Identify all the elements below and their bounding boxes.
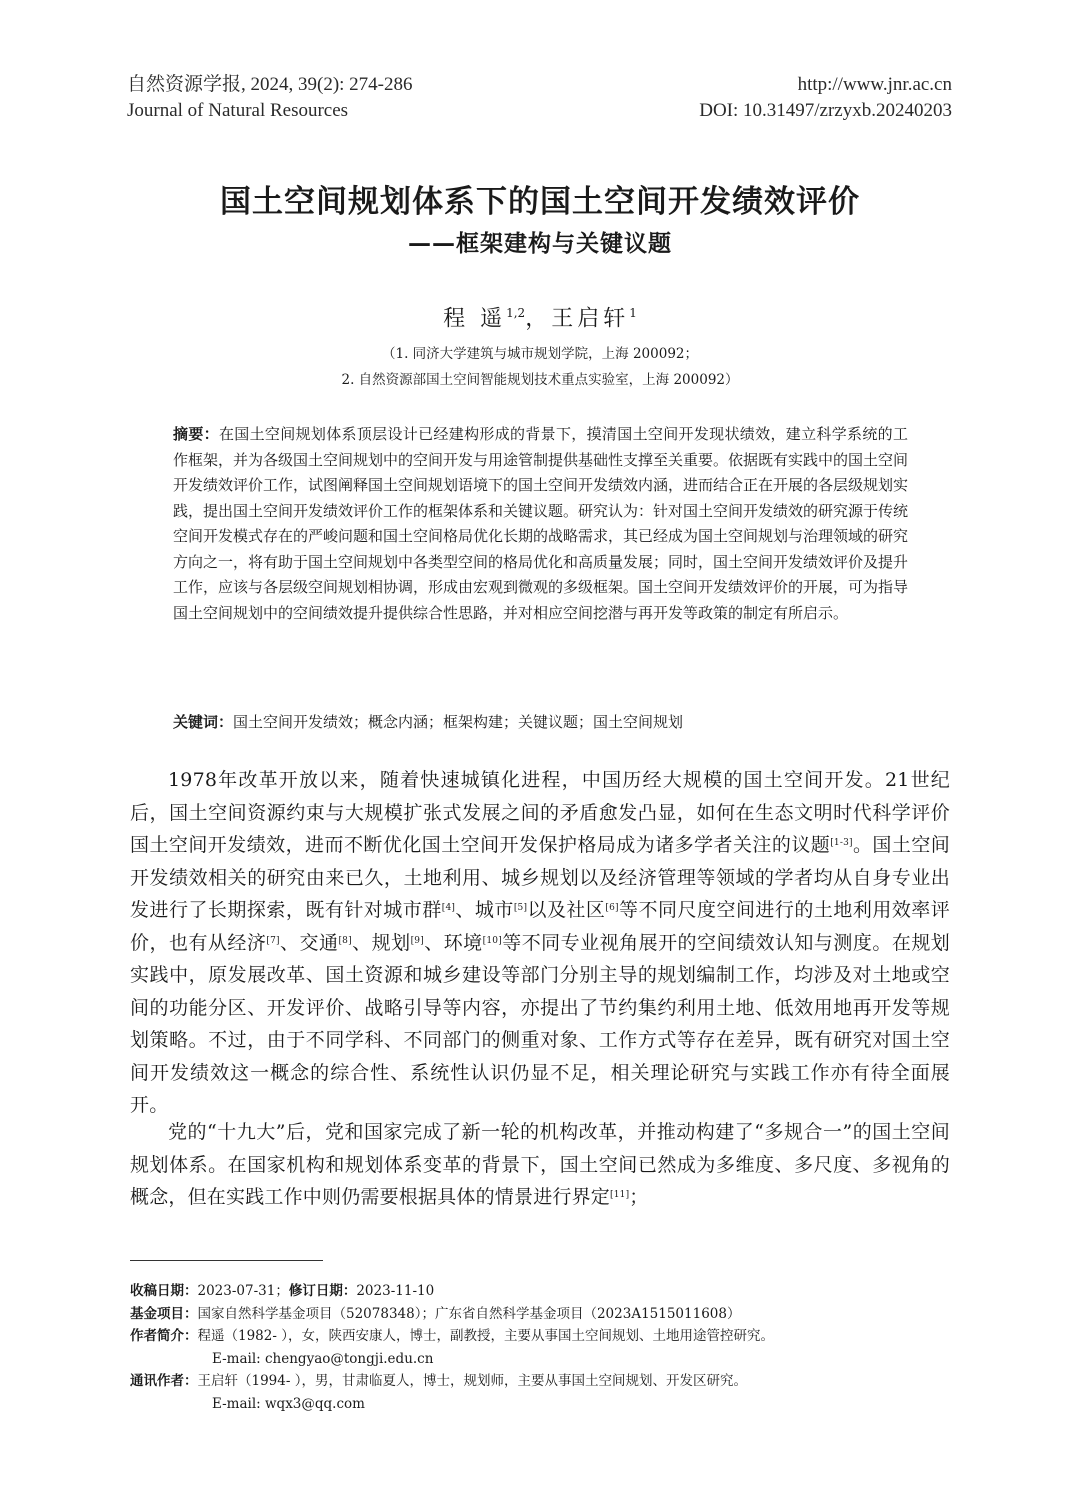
citation-ref[interactable]: [5] (513, 903, 528, 913)
citation-ref[interactable]: [10] (482, 935, 502, 946)
affiliation-1: （1. 同济大学建筑与城市规划学院，上海 200092； (382, 346, 698, 362)
text-run: 、环境 (423, 931, 483, 954)
fund-label: 基金项目： (130, 1305, 198, 1322)
citation-ref[interactable]: [11] (610, 1190, 630, 1200)
text-run: 等不同专业视角展开的空间绩效认知与测度。在规划实践中，原发展改革、国土资源和城乡建设等部门分别主导的规划编制工作，均涉及对土地或空间的功能分区、开发评价、战略引导等内容，亦提出了节约集约利用土地、低效用地再开发等规划策略。不过，由于不同学科、不同部门的侧重对象、工作方式等存在差异，既有研究对国土空间开发绩效这一概念的综合性、系统性认识仍显不足，相关理论研究与实践工作亦有待全面展开。 (130, 931, 950, 1116)
received-label: 收稿日期： (130, 1283, 198, 1299)
citation-ref[interactable]: [4] (441, 903, 456, 913)
revised-date: 2023-11-10 (356, 1283, 435, 1299)
text-run: 、规划 (351, 931, 411, 954)
author-separator: ， (525, 306, 552, 332)
citation-ref[interactable]: [8] (338, 935, 352, 946)
author-1: 程 遥 (443, 306, 507, 332)
abstract-label: 摘要： (173, 425, 219, 443)
footnote-fund (130, 1303, 960, 1326)
body-paragraph-2 (130, 1116, 950, 1214)
text-run: 、城市 (455, 899, 514, 921)
journal-citation: 自然资源学报, 2024, 39(2): 274-286 (127, 74, 413, 95)
footnote-divider (130, 1260, 323, 1261)
journal-url[interactable]: http://www.jnr.ac.cn (797, 74, 952, 95)
fund-text: 国家自然科学基金项目（52078348）；广东省自然科学基金项目（2023A1515011608） (197, 1305, 741, 1322)
author-email[interactable]: E-mail: chengyao@tongji.edu.cn (212, 1350, 434, 1367)
author-1-affil: 1,2 (506, 306, 526, 320)
author-bio-text: 程遥（1982- ），女，陕西安康人，博士，副教授，主要从事国土空间规划、土地用途管控研究。 (197, 1328, 774, 1344)
text-run: ； (629, 1186, 649, 1208)
doi[interactable]: DOI: 10.31497/zrzyxb.20240203 (699, 100, 952, 121)
keywords (173, 710, 908, 735)
keywords-label: 关键词： (173, 713, 234, 731)
author-line (0, 297, 1080, 335)
text-run: 等不同尺度空间进行的土地利用效率评价，也有从经济 (130, 899, 950, 954)
keywords-text: 国土空间开发绩效；概念内涵；框架构建；关键议题；国土空间规划 (233, 713, 684, 731)
text-run: 、交通 (279, 931, 339, 954)
journal-name: Journal of Natural Resources (127, 100, 349, 121)
citation-ref[interactable]: [9] (410, 935, 424, 946)
revised-label: 修订日期： (288, 1283, 357, 1299)
body-paragraph-1 (130, 764, 950, 1122)
citation-ref[interactable]: [6] (605, 903, 619, 913)
text-run: 党的“十九大”后，党和国家完成了新一轮的机构改革，并推动构建了“多规合一”的国土空间规划体系。在国家机构和规划体系变革的背景下，国土空间已然成为多维度、多尺度、多视角的概念，但在实践工作中则仍需要根据具体的情景进行界定 (130, 1121, 950, 1208)
corresponding-bio-text: 王启轩（1994- ），男，甘肃临夏人，博士，规划师，主要从事国土空间规划、开发区研究。 (197, 1373, 747, 1389)
corresponding-label: 通讯作者： (130, 1373, 198, 1389)
citation-ref[interactable]: [7] (266, 935, 280, 946)
footnote-dates (130, 1280, 960, 1303)
author-2-affil: 1 (629, 306, 637, 320)
footnote-corresponding (130, 1370, 960, 1393)
author-2: 王启轩 (551, 306, 630, 332)
author-bio-label: 作者简介： (130, 1328, 198, 1344)
text-run: 1978年改革开放以来，随着快速城镇化进程，中国历经大规模的国土空间开发。21世纪后，国土空间资源约束与大规模扩张式发展之间的矛盾愈发凸显，如何在生态文明时代科学评价国土空间开发绩效，进而不断优化国土空间开发保护格局成为诸多学者关注的议题 (130, 769, 950, 856)
citation-ref[interactable]: [1-3] (830, 838, 853, 848)
text-run: 以及社区 (527, 899, 606, 921)
received-date: 2023-07-31； (197, 1283, 289, 1299)
text-run: 。国土空间开发绩效相关的研究由来已久，土地利用、城乡规划以及经济管理等领域的学者均从自身专业出发进行了长期探索，既有针对城市群 (130, 834, 950, 921)
footnote-author (130, 1325, 960, 1348)
affiliation-2: 2. 自然资源部国土空间智能规划技术重点实验室，上海 200092） (341, 372, 739, 388)
footnotes (130, 1280, 960, 1415)
article-title: 国土空间规划体系下的国土空间开发绩效评价 (220, 184, 860, 220)
article-subtitle: ——框架建构与关键议题 (408, 231, 672, 257)
corresponding-email[interactable]: E-mail: wqx3@qq.com (212, 1395, 365, 1412)
abstract-text: 在国土空间规划体系顶层设计已经建构形成的背景下，摸清国土空间开发现状绩效，建立科学系统的工作框架，并为各级国土空间规划中的空间开发与用途管制提供基础性支撑至关重要。依据既有实践中的国土空间开发绩效评价工作，试图阐释国土空间规划语境下的国土空间开发绩效内涵，进而结合正在开展的各层级规划实践，提出国土空间开发绩效评价工作的框架体系和关键议题。研究认为：针对国土空间开发绩效的研究源于传统空间开发模式存在的严峻问题和国土空间格局优化长期的战略需求，其已经成为国土空间规划与治理领域的研究方向之一，将有助于国土空间规划中各类型空间的格局优化和高质量发展；同时，国土空间开发绩效评价及提升工作，应该与各层级空间规划相协调，形成由宏观到微观的多级框架。国土空间开发绩效评价的开展，可为指导国土空间规划中的空间绩效提升提供综合性思路，并对相应空间挖潜与再开发等政策的制定有所启示。 (173, 425, 909, 622)
abstract (173, 422, 908, 626)
